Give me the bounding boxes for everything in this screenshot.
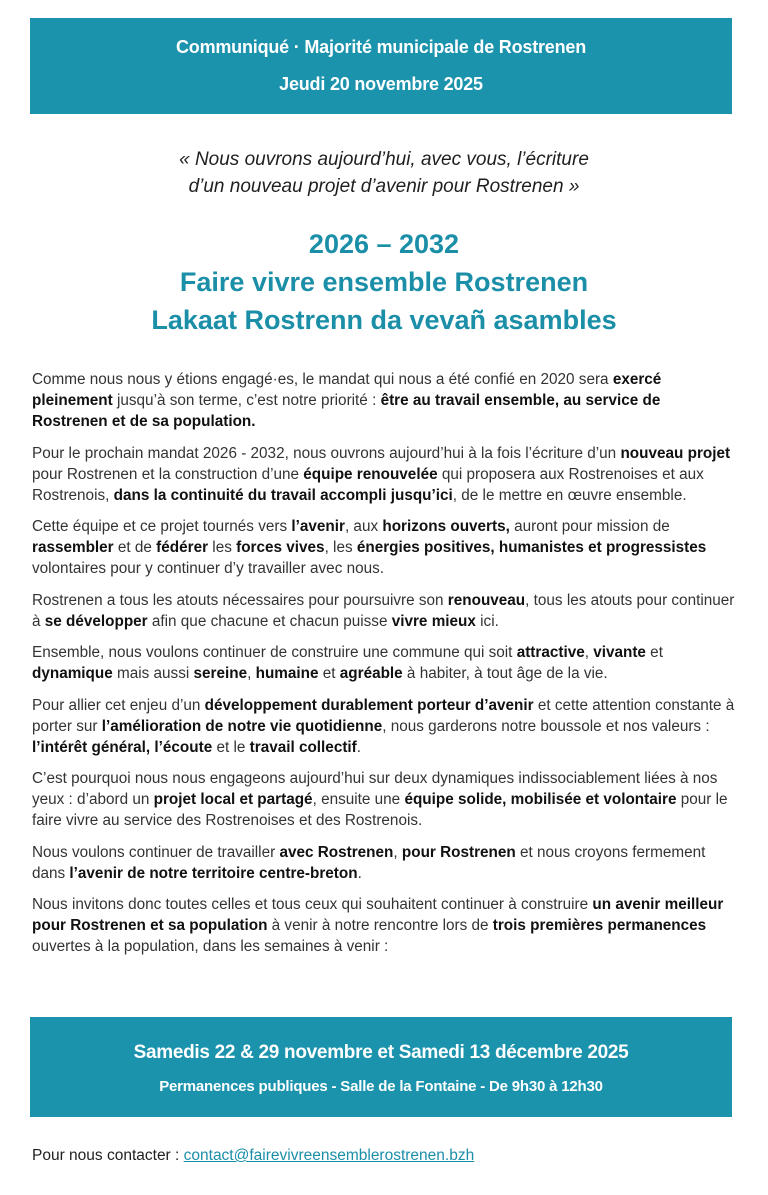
text-run: à venir à notre rencontre lors de	[267, 917, 493, 934]
bold-text: agréable	[339, 665, 403, 682]
body-paragraph	[32, 768, 736, 831]
text-run: Comme nous nous y étions engagé·es, le mandat qui nous a été confié en 2020 sera	[32, 371, 613, 388]
headline	[0, 225, 768, 339]
text-run: .	[356, 738, 362, 756]
bold-text: rassembler	[32, 539, 114, 556]
body-paragraph	[32, 842, 736, 884]
bold-text: développement durablement porteur d’avenir	[204, 696, 534, 714]
text-run: , aux	[344, 518, 383, 535]
bold-text: dans la continuité du travail accompli jusqu’ici	[113, 486, 453, 504]
headline-title-french: Faire vivre ensemble Rostrenen	[179, 267, 589, 297]
text-run: ,	[247, 665, 256, 682]
body-paragraph	[32, 695, 736, 758]
text-run: qui proposera aux Rostrenoises et aux Rostrenois,	[32, 465, 704, 504]
text-run: Cette équipe et ce projet tournés vers	[32, 518, 292, 535]
text-run: Nous voulons continuer de travailler	[32, 843, 280, 861]
header-banner	[30, 18, 732, 114]
quote-line-2: d’un nouveau projet d’avenir pour Rostrenen »	[188, 176, 580, 197]
text-run: Nous invitons donc toutes celles et tous ceux qui souhaitent continuer à construire	[32, 896, 593, 913]
text-run: jusqu’à son terme, c’est notre priorité :	[112, 392, 381, 409]
text-run: volontaires pour y continuer d’y travailler avec nous.	[32, 560, 385, 577]
bold-text: projet local et partagé	[153, 791, 313, 808]
header-title: Communiqué · Majorité municipale de Rostrenen	[175, 37, 587, 57]
text-run: Rostrenen a tous les atouts nécessaires pour poursuivre son	[32, 591, 448, 609]
body-paragraph	[32, 894, 736, 957]
body-text	[32, 369, 736, 968]
text-run: Pour allier cet enjeu d’un	[32, 696, 205, 714]
bold-text: nouveau projet	[620, 444, 731, 462]
contact-label: Pour nous contacter :	[32, 1147, 184, 1164]
text-run: Pour le prochain mandat 2026 - 2032, nous ouvrons aujourd’hui à la fois l’écriture d’un	[32, 444, 621, 462]
event-details: Permanences publiques - Salle de la Fontaine - De 9h30 à 12h30	[159, 1078, 603, 1095]
text-run: C’est pourquoi nous nous engageons aujourd’hui sur deux dynamiques indissociablement liées à nos yeux : d’abord un	[32, 770, 718, 808]
body-paragraph	[32, 369, 736, 432]
text-run: et cette attention constante à porter sur	[32, 696, 735, 735]
bold-text: vivre mieux	[391, 612, 476, 630]
text-run: , les	[324, 539, 357, 556]
body-paragraph	[32, 590, 736, 632]
contact-email-link[interactable]: contact@fairevivreensemblerostrenen.bzh	[183, 1147, 475, 1164]
text-run: ouvertes à la population, dans les semaines à venir :	[32, 938, 389, 955]
bold-text: l’avenir	[291, 518, 345, 535]
bold-text: énergies positives, humanistes et progressistes	[356, 539, 707, 556]
text-run: pour Rostrenen et la construction d’une	[32, 465, 304, 483]
bold-text: dynamique	[32, 665, 113, 682]
bold-text: avec Rostrenen	[279, 843, 394, 861]
bold-text: l’amélioration de notre vie quotidienne	[101, 717, 383, 735]
text-run: auront pour mission de	[509, 518, 670, 535]
bold-text: renouveau	[447, 591, 526, 609]
bold-text: équipe renouvelée	[303, 465, 438, 483]
headline-years: 2026 – 2032	[308, 229, 460, 259]
body-paragraph	[32, 516, 736, 579]
event-banner	[30, 1017, 732, 1117]
text-run: mais aussi	[112, 665, 194, 682]
contact-line	[32, 1147, 474, 1165]
text-run: et	[318, 665, 340, 682]
header-date: Jeudi 20 novembre 2025	[279, 74, 483, 94]
bold-text: équipe solide, mobilisée et volontaire	[404, 791, 677, 808]
text-run: ,	[584, 644, 594, 661]
bold-text: exercé pleinement	[32, 371, 662, 409]
bold-text: fédérer	[156, 539, 209, 556]
bold-text: forces vives	[236, 539, 325, 556]
text-run: .	[357, 864, 362, 882]
bold-text: se développer	[44, 612, 148, 630]
bold-text: l’avenir de notre territoire centre-breton	[69, 864, 358, 882]
text-run: et de	[113, 539, 157, 556]
bold-text: attractive	[516, 644, 585, 661]
text-run: et	[645, 644, 663, 661]
text-run: et nous croyons fermement dans	[32, 843, 706, 882]
body-paragraph	[32, 642, 736, 684]
bold-text: travail collectif	[249, 738, 357, 756]
bold-text: être au travail ensemble, au service de Rostrenen et de sa population.	[32, 392, 661, 430]
text-run: ,	[393, 843, 402, 861]
quote-line-1: « Nous ouvrons aujourd’hui, avec vous, l’écriture	[179, 149, 589, 170]
body-paragraph	[32, 443, 736, 506]
text-run: , tous les atouts pour continuer à	[32, 591, 735, 630]
text-run: Ensemble, nous voulons continuer de construire une commune qui soit	[32, 644, 517, 661]
bold-text: l’intérêt général, l’écoute	[32, 738, 213, 756]
quote	[0, 146, 768, 200]
event-dates: Samedis 22 & 29 novembre et Samedi 13 décembre 2025	[133, 1042, 629, 1063]
bold-text: trois premières permanences	[492, 917, 707, 934]
text-run: les	[208, 539, 237, 556]
text-run: , ensuite une	[312, 791, 405, 808]
text-run: et le	[212, 738, 250, 756]
text-run: à habiter, à tout âge de la vie.	[402, 665, 608, 682]
bold-text: horizons ouverts,	[382, 518, 510, 535]
bold-text: vivante	[593, 644, 646, 661]
text-run: afin que chacune et chacun puisse	[147, 612, 392, 630]
bold-text: pour Rostrenen	[401, 843, 516, 861]
headline-title-breton: Lakaat Rostrenn da vevañ asambles	[151, 305, 617, 335]
bold-text: humaine	[255, 665, 319, 682]
text-run: pour le faire vivre au service des Rostrenoises et des Rostrenois.	[32, 791, 728, 829]
bold-text: sereine	[193, 665, 248, 682]
text-run: ici.	[475, 612, 499, 630]
text-run: , de le mettre en œuvre ensemble.	[452, 486, 687, 504]
bold-text: un avenir meilleur pour Rostrenen et sa population	[32, 896, 724, 934]
text-run: , nous garderons notre boussole et nos valeurs :	[382, 717, 710, 735]
